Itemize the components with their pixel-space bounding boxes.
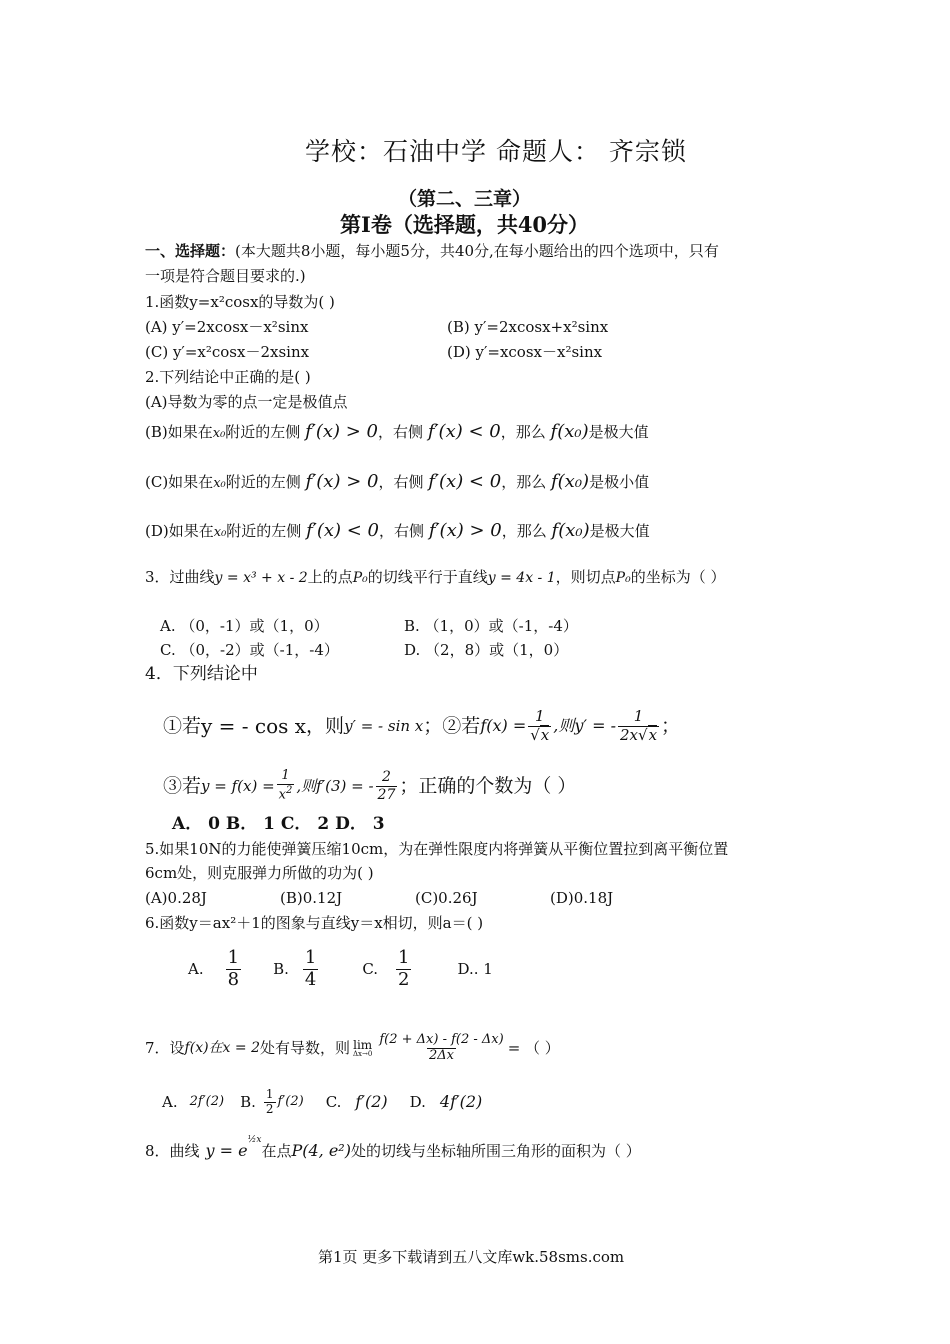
q2-b-fx0: f(x₀) — [550, 421, 589, 442]
q2-c-result: 是极小值 — [589, 473, 650, 491]
q4-statements-1-2 — [163, 703, 680, 749]
q6-stem: 6.函数y＝ax²＋1的图象与直线y＝x相切，则a＝( ) — [145, 914, 484, 932]
q4-s1-prefix: ①若 — [163, 715, 202, 737]
section-desc: (本大题共8小题，每小题5分，共40分,在每小题给出的四个选项中，只有 — [235, 242, 719, 260]
q7-stem — [145, 1028, 560, 1068]
q6-option-a: A. — [188, 960, 204, 978]
q7-mid: 处有导数，则 — [259, 1039, 350, 1057]
q8-end: 处的切线与坐标轴所围三角形的面积为（ ） — [350, 1142, 641, 1160]
q2-d-fx0: f(x₀) — [551, 520, 590, 541]
chapter-label: （第二、三章） — [398, 188, 532, 210]
x0-symbol: x₀ — [213, 476, 226, 491]
q2-c-fx0: f(x₀) — [551, 471, 590, 492]
q7-option-a: A. — [162, 1093, 178, 1111]
q2-d-prefix: (D)如果在 — [145, 522, 214, 540]
q2-c-right: ，右侧 — [378, 473, 424, 491]
q2-option-b — [145, 422, 649, 444]
q1-option-b: (B) y′=2xcosx+x²sinx — [447, 318, 609, 336]
q4-s1-then: ，则 — [306, 715, 345, 737]
q8-curve: y = e — [205, 1141, 248, 1160]
q3-p0-2: P₀ — [615, 570, 631, 586]
q3-end: 的坐标为（ ） — [630, 568, 726, 586]
q4-s2-f: f(x) = — [480, 716, 527, 735]
q4-s3-frac1: $\frac{1}{x^2}$ — [278, 767, 293, 803]
q6-b-frac: $\frac{1}{4}$ — [304, 946, 317, 990]
q7-option-d: D. — [409, 1093, 426, 1111]
q4-statement-3 — [163, 763, 576, 809]
q5-stem: 5.如果10N的力能使弹簧压缩10cm，为在弹性限度内将弹簧从平衡位置拉到离平衡位置 — [145, 840, 729, 858]
q6-options — [188, 944, 493, 994]
q7-c-value: f′(2) — [355, 1092, 388, 1111]
q8-stem — [145, 1133, 641, 1169]
q4-s3-prefix: ③若 — [163, 775, 202, 797]
q4-s2-then: ,则y′ = - — [553, 716, 617, 735]
q1-option-c: (C) y′=x²cosx－2xsinx — [145, 343, 310, 361]
q6-option-b: B. — [273, 960, 289, 978]
q1-stem: 1.函数y=x²cosx的导数为( ) — [145, 293, 335, 311]
q3-p0: P₀ — [352, 570, 368, 586]
q5-option-d: (D)0.18J — [550, 889, 614, 907]
q7-b-frac: $\frac{1}{2}$ — [265, 1086, 274, 1116]
q7-option-b: B. — [240, 1093, 256, 1111]
section-desc-2: 一项是符合题目要求的.) — [145, 267, 306, 285]
q4-s2-prefix: ②若 — [442, 715, 481, 737]
q4-s1-sep: ； — [423, 715, 443, 737]
q6-option-c: C. — [362, 960, 379, 978]
q7-fraction: $\frac{f(2 + \Delta x) - f(2 - \Delta x)}{2\Delta x}$ — [379, 1031, 504, 1063]
q4-s3-end: ；正确的个数为（ ） — [399, 775, 577, 797]
q2-b-left-cond: f′(x) > 0 — [305, 421, 379, 442]
q7-limit: lim Δx→0 — [353, 1037, 373, 1058]
q3-mid2: 的切线平行于直线 — [367, 568, 488, 586]
q2-option-c — [145, 472, 649, 494]
q2-c-then: ，那么 — [501, 473, 547, 491]
q2-d-near: 附近的左侧 — [226, 522, 302, 540]
q4-s3-eq: y = f(x) = — [201, 777, 275, 795]
q2-d-right: ，右侧 — [379, 522, 425, 540]
q2-b-right-cond: f′(x) < 0 — [427, 421, 501, 442]
q4-s2-frac2: $\frac{1}{2x√x}$ — [620, 707, 658, 744]
q4-s2-frac1: $\frac{1}{√x}$ — [530, 707, 550, 744]
q2-b-right: ，右侧 — [378, 423, 424, 441]
q2-b-near: 附近的左侧 — [225, 423, 301, 441]
q7-prefix: 7．设 — [145, 1039, 185, 1057]
q2-c-near: 附近的左侧 — [225, 473, 301, 491]
q7-end: = （ ） — [507, 1039, 560, 1057]
q3-option-d: D. （2，8）或（1，0） — [404, 641, 569, 659]
q2-option-a: (A)导数为零的点一定是极值点 — [145, 393, 348, 411]
q3-curve: y = x³ + x - 2 — [214, 570, 308, 586]
q4-s3-frac2: $\frac{2}{27}$ — [377, 769, 396, 803]
q7-a-value: 2f′(2) — [189, 1094, 225, 1109]
school-header: 学校：石油中学 命题人： 齐宗锁 — [305, 137, 687, 166]
q2-c-left-cond: f′(x) > 0 — [305, 471, 379, 492]
q2-d-result: 是极大值 — [589, 522, 650, 540]
q2-b-result: 是极大值 — [588, 423, 649, 441]
q3-stem — [145, 567, 725, 588]
q2-stem: 2.下列结论中正确的是( ) — [145, 368, 311, 386]
q4-s3-then: ,则f′(3) = - — [296, 777, 374, 795]
q3-mid3: ，则切点 — [555, 568, 616, 586]
q8-prefix: 8．曲线 — [145, 1142, 200, 1160]
q5-option-a: (A)0.28J — [145, 889, 207, 907]
q7-b-value: f′(2) — [277, 1094, 304, 1109]
q5-stem-2: 6cm处，则克服弹力所做的功为( ) — [145, 864, 374, 882]
section-title: 一、选择题： — [145, 242, 236, 260]
q5-option-b: (B)0.12J — [280, 889, 343, 907]
q8-exponent: ½x — [247, 1135, 262, 1145]
section-intro — [145, 241, 719, 261]
q7-d-value: 4f′(2) — [439, 1092, 483, 1111]
q5-option-c: (C)0.26J — [415, 889, 478, 907]
q3-line: y = 4x - 1 — [487, 570, 556, 586]
q4-s1-eq: y = - cos x — [201, 714, 307, 738]
q2-d-left-cond: f′(x) < 0 — [306, 520, 380, 541]
q7-condition: f(x)在x = 2 — [184, 1040, 260, 1056]
q2-d-right-cond: f′(x) > 0 — [428, 520, 502, 541]
q6-c-frac: $\frac{1}{2}$ — [398, 946, 410, 990]
q6-a-frac: $\frac{1}{8}$ — [227, 946, 240, 990]
q2-option-d — [145, 521, 650, 543]
q1-option-a: (A) y′=2xcosx－x²sinx — [145, 318, 309, 336]
q6-option-d: D.. 1 — [457, 960, 493, 978]
q2-c-right-cond: f′(x) < 0 — [428, 471, 502, 492]
q3-option-c: C. （0，-2）或（-1，-4） — [160, 641, 339, 659]
volume-title: 第Ⅰ卷（选择题，共40分） — [340, 212, 590, 237]
q3-mid: 上的点 — [307, 568, 353, 586]
q2-c-prefix: (C)如果在 — [145, 473, 214, 491]
q1-option-d: (D) y′=xcosx－x²sinx — [447, 343, 603, 361]
q7-option-c: C. — [325, 1093, 342, 1111]
q8-at: 在点 — [261, 1142, 292, 1160]
q8-point: P(4, e²) — [291, 1141, 351, 1160]
q4-stem: 4．下列结论中 — [145, 664, 258, 684]
q3-option-a: A. （0，-1）或（1，0） — [160, 617, 329, 635]
q2-d-then: ，那么 — [501, 522, 547, 540]
page-footer: 第1页 更多下载请到五八文库wk.58sms.com — [318, 1248, 625, 1266]
q2-b-then: ，那么 — [500, 423, 546, 441]
q4-options: A． 0 B． 1 C． 2 D． 3 — [172, 814, 385, 834]
x0-symbol: x₀ — [213, 525, 227, 540]
q3-option-b: B. （1，0）或（-1，-4） — [404, 617, 578, 635]
q3-prefix: 3．过曲线 — [145, 568, 215, 586]
x0-symbol: x₀ — [212, 426, 226, 441]
q4-s2-end: ； — [661, 715, 681, 737]
q2-b-prefix: (B)如果在 — [145, 423, 213, 441]
q7-options — [162, 1084, 482, 1120]
q4-s1-result: y′ = - sin x — [344, 717, 424, 735]
